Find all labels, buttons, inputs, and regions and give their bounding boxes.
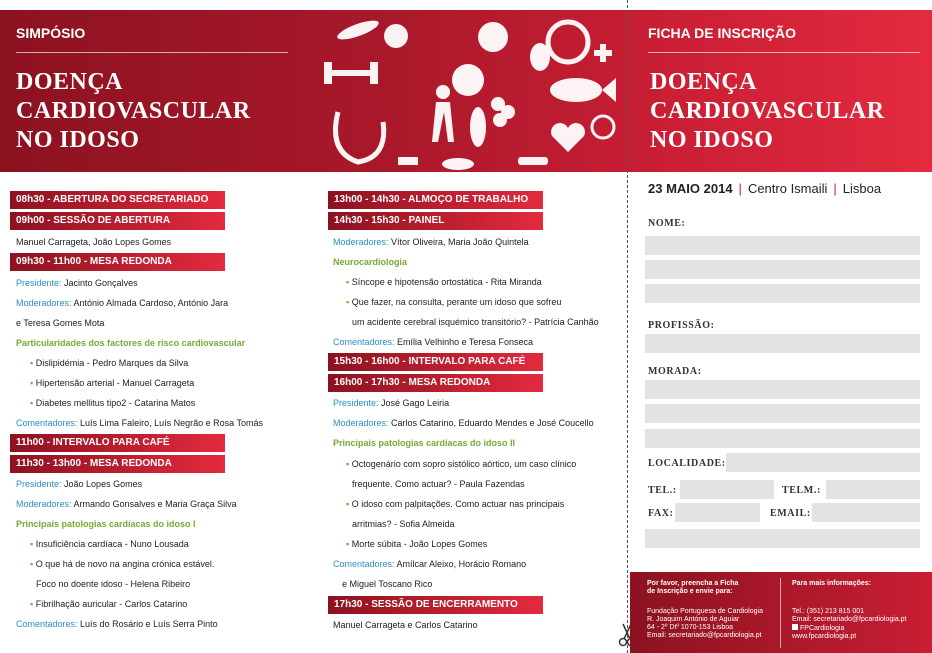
moderators-line: Moderadores: Vítor Oliveira, Maria João Quintela	[333, 237, 529, 247]
speakers: Manuel Carrageta, João Lopes Gomes	[16, 237, 172, 247]
moderators-line: Moderadores: António Almada Cardoso, António Jara	[16, 298, 229, 308]
event-date: 23 MAIO 2014	[648, 181, 733, 196]
session-bar: 17h30 - SESSÃO DE ENCERRAMENTO	[328, 596, 543, 614]
fish-icon	[550, 78, 602, 102]
commentators-line: Comentadores: Luís do Rosário e Luís Serra Pinto	[16, 619, 218, 629]
right-title: DOENÇA CARDIOVASCULAR NO IDOSO	[650, 69, 885, 153]
address-field-2[interactable]	[645, 404, 920, 423]
locality-field[interactable]	[726, 453, 920, 472]
name-field-2[interactable]	[645, 260, 920, 279]
commentators-cont: e Miguel Toscano Rico	[342, 579, 433, 589]
list-item: ▪ Octogenário com sopro sistólico aórtico, um caso clínico	[346, 459, 577, 469]
address-field[interactable]	[645, 380, 920, 399]
address-label: MORADA:	[648, 366, 702, 377]
name-field[interactable]	[645, 236, 920, 255]
session-bar: 09h00 - SESSÃO DE ABERTURA	[10, 212, 225, 230]
header-banner	[0, 10, 932, 172]
list-item: ▪ Dislipidémia - Pedro Marques da Silva	[30, 358, 189, 368]
ball-icon	[478, 22, 508, 52]
address-field-3[interactable]	[645, 429, 920, 448]
list-item: ▪ Fibrilhação auricular - Carlos Catarino	[30, 599, 188, 609]
profession-field[interactable]	[645, 334, 920, 353]
steak-icon	[442, 158, 474, 170]
event-info: 23 MAIO 2014 | Centro Ismaili | Lisboa	[648, 181, 882, 196]
name-field-3[interactable]	[645, 284, 920, 303]
session-bar: 14h30 - 15h30 - PAINEL	[328, 212, 543, 230]
topic-heading: Particularidades dos factores de risco cardiovascular	[16, 338, 246, 348]
registration-label: FICHA DE INSCRIÇÃO	[648, 25, 797, 41]
person-walking-icon	[436, 85, 450, 99]
footer-info-label: Para mais informações:	[792, 580, 871, 587]
corn-icon	[470, 107, 486, 147]
fax-label: FAX:	[648, 508, 674, 519]
mobile-label: TELM.:	[782, 485, 821, 496]
commentators-line: Comentadores: Amílcar Aleixo, Horácio Romano	[333, 559, 527, 569]
facebook-icon	[792, 624, 798, 630]
session-bar: 11h00 - INTERVALO PARA CAFÉ	[10, 434, 225, 452]
banana-icon	[335, 17, 380, 43]
session-bar: 13h00 - 14h30 - ALMOÇO DE TRABALHO	[328, 191, 543, 209]
racket-icon	[592, 116, 614, 138]
symposium-label: SIMPÓSIO	[16, 25, 86, 41]
moderators-line: Moderadores: Armando Gonsalves e Maria Graça Silva	[16, 499, 237, 509]
scale-icon	[452, 64, 484, 96]
footer-address: Fundação Portuguesa de Cardiologia R. Joaquim António de Aguiar 64 - 2º Dtº 1070-153 Lisboa Email: secretariado@fpcardiologia.pt	[647, 608, 763, 639]
event-city: Lisboa	[842, 181, 882, 196]
list-item: ▪ Síncope e hipotensão ortostática - Rita Miranda	[346, 277, 542, 287]
session-bar: 09h30 - 11h00 - MESA REDONDA	[10, 253, 225, 271]
commentators-line: Comentadores: Emília Velhinho e Teresa Fonseca	[333, 337, 533, 347]
divider	[16, 52, 288, 53]
list-item: ▪ Que fazer, na consulta, perante um idoso que sofreu	[346, 297, 562, 307]
moderators-cont: e Teresa Gomes Mota	[16, 318, 105, 328]
topic-heading: Neurocardiologia	[333, 257, 408, 267]
tel-field[interactable]	[680, 480, 774, 499]
stethoscope-icon	[336, 112, 384, 162]
event-venue: Centro Ismaili	[747, 181, 828, 196]
topic-heading: Principais patologias cardíacas do idoso II	[333, 438, 516, 448]
apple-icon	[384, 24, 408, 48]
topic-heading: Principais patologias cardíacas do idoso I	[16, 519, 196, 529]
president-line: Presidente: Jacinto Gonçalves	[16, 278, 138, 288]
president-line: Presidente: José Gago Leiria	[333, 398, 450, 408]
speakers: Manuel Carrageta e Carlos Catarino	[333, 620, 478, 630]
fax-field[interactable]	[675, 503, 760, 522]
contact-footer	[630, 572, 932, 653]
profession-label: PROFISSÃO:	[648, 320, 715, 331]
divider	[780, 578, 781, 648]
list-item-cont: um acidente cerebral isquémico transitório? - Patrícia Canhão	[352, 317, 599, 327]
heart-icon	[551, 123, 585, 152]
commentators-line: Comentadores: Luís Lima Faleiro, Luís Negrão e Rosa Tomás	[16, 418, 263, 428]
health-icons-illustration	[318, 12, 618, 170]
name-label: NOME:	[648, 218, 686, 229]
president-line: Presidente: João Lopes Gomes	[16, 479, 143, 489]
dumbbell-icon	[326, 70, 376, 76]
session-bar: 16h00 - 17h30 - MESA REDONDA	[328, 374, 543, 392]
footer-contacts: Tel.: (351) 213 815 001 Email: secretariado@fpcardiologia.pt FPCardiologia www.fpcardiologia.pt	[792, 608, 907, 640]
stopwatch-icon	[548, 22, 588, 62]
list-item-cont: Foco no doente idoso - Helena Ribeiro	[36, 579, 191, 589]
footer-instructions: Por favor, preencha a Ficha de Inscrição e envie para:	[647, 580, 739, 595]
session-bar: 15h30 - 16h00 - INTERVALO PARA CAFÉ	[328, 353, 543, 371]
shoe-icon	[518, 157, 548, 165]
session-bar: 08h30 - ABERTURA DO SECRETARIADO	[10, 191, 225, 209]
session-bar: 11h30 - 13h00 - MESA REDONDA	[10, 455, 225, 473]
list-item: ▪ Insuficiência cardíaca - Nuno Lousada	[30, 539, 189, 549]
cut-line	[627, 0, 628, 653]
left-title: DOENÇA CARDIOVASCULAR NO IDOSO	[16, 69, 251, 153]
list-item: ▪ O idoso com palpitações. Como actuar nas principais	[346, 499, 565, 509]
tape-icon	[398, 157, 418, 165]
pear-icon	[530, 43, 550, 71]
divider	[648, 52, 920, 53]
list-item-cont: frequente. Como actuar? - Paula Fazendas	[352, 479, 525, 489]
list-item-cont: arritmias? - Sofia Almeida	[352, 519, 455, 529]
locality-label: LOCALIDADE:	[648, 458, 726, 469]
mobile-field[interactable]	[826, 480, 920, 499]
list-item: ▪ Morte súbita - João Lopes Gomes	[346, 539, 488, 549]
list-item: ▪ Hipertensão arterial - Manuel Carrageta	[30, 378, 195, 388]
email-field[interactable]	[812, 503, 920, 522]
email-field-2[interactable]	[645, 529, 920, 548]
moderators-line: Moderadores: Carlos Catarino, Eduardo Mendes e José Coucello	[333, 418, 594, 428]
email-label: EMAIL:	[770, 508, 811, 519]
list-item: ▪ Diabetes mellitus tipo2 - Catarina Matos	[30, 398, 196, 408]
tel-label: TEL.:	[648, 485, 677, 496]
list-item: ▪ O que há de novo na angina crónica estável.	[30, 559, 215, 569]
